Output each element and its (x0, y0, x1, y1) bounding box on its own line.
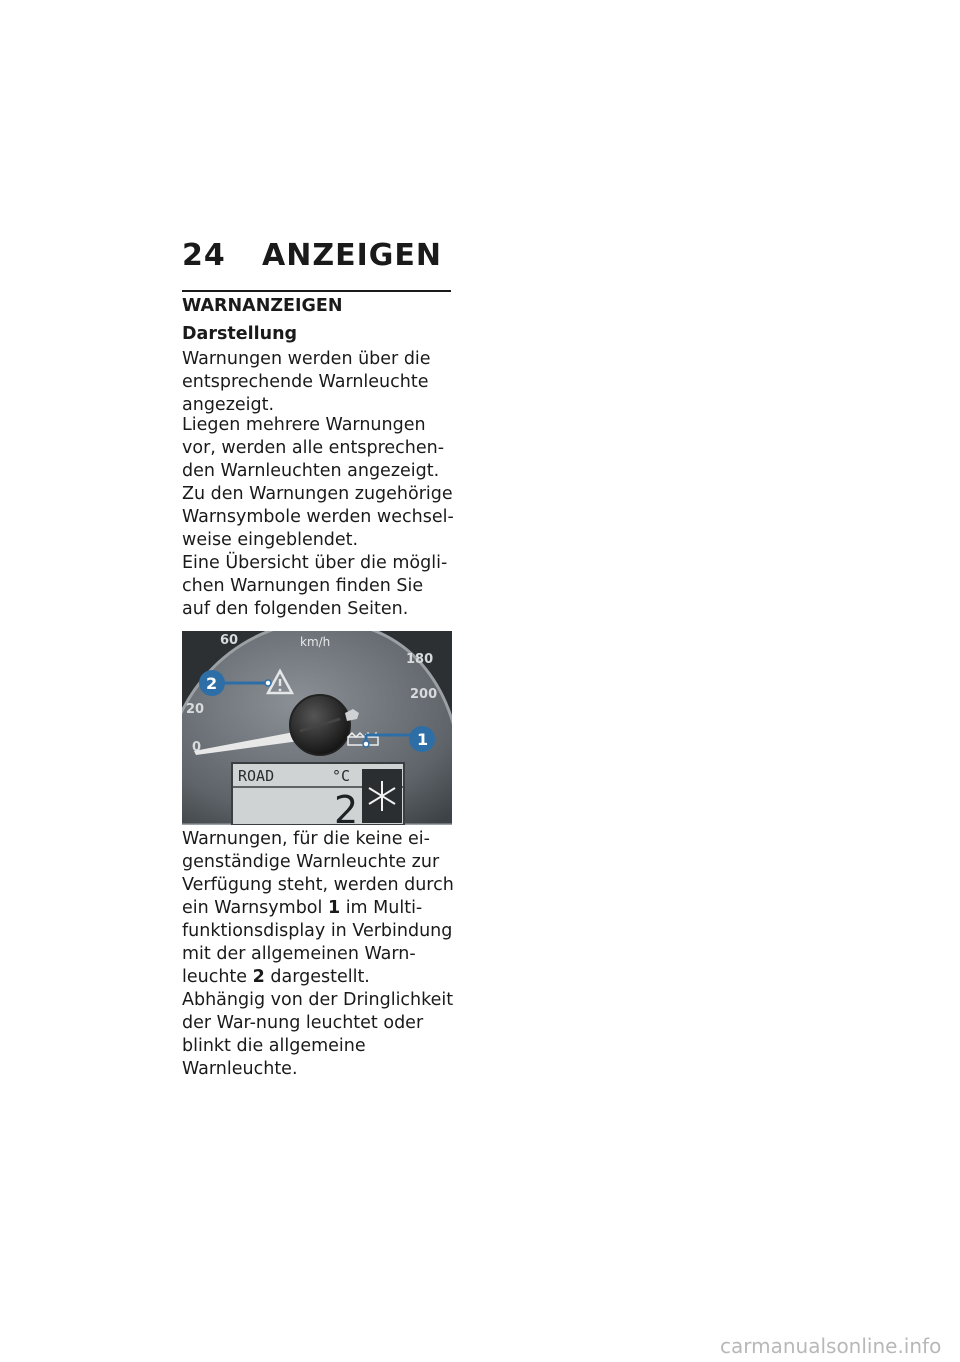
section-title: WARNANZEIGEN (182, 296, 343, 316)
watermark-text: carmanualsonline.info (720, 1334, 942, 1358)
scale-label: 180 (406, 652, 434, 667)
reference-2: 2 (252, 967, 265, 987)
subheading: Darstellung (182, 324, 298, 344)
reference-1: 1 (327, 898, 341, 918)
display-mode: ROAD (238, 767, 275, 785)
speed-unit: km/h (300, 635, 331, 649)
paragraph-warning-symbols (182, 828, 454, 1081)
scale-label: 60 (220, 633, 239, 648)
text-run: Warnungen, für die keine ei-genständige Warnleuchte zur Verfügung steht, werden durch ein Warnsymbol (182, 829, 454, 918)
scale-label: 0 (192, 740, 202, 755)
chapter-heading (182, 238, 442, 273)
callout-2-label: 2 (206, 674, 218, 693)
text-run: dargestellt. Abhängig von der Dringlichkeit der War-nung leuchtet oder blinkt die allgemeine Warnleuchte. (182, 967, 454, 1079)
paragraph: Zu den Warnungen zugehörige Warnsymbole werden wechsel-weise eingeblendet. (182, 484, 454, 550)
text-run: im Multi-funktionsdisplay in Verbindung mit der allgemeinen Warn-leuchte (182, 898, 453, 987)
temperature-unit: °C (332, 767, 351, 785)
paragraph: Warnungen werden über die entsprechende Warnleuchte angezeigt. (182, 349, 431, 415)
chapter-title: ANZEIGEN (262, 238, 442, 273)
paragraph: Liegen mehrere Warnungen vor, werden alle entsprechen-den Warnleuchten angezeigt. (182, 415, 445, 481)
display-value: 2 (334, 788, 359, 825)
paragraph: Eine Übersicht über die mögli-chen Warnungen finden Sie auf den folgenden Seiten. (182, 553, 448, 619)
callout-1-label: 1 (417, 730, 429, 749)
page-number: 24 (182, 238, 226, 273)
section-rule (182, 290, 451, 292)
instrument-cluster-figure (182, 631, 452, 825)
scale-label: 20 (186, 702, 205, 717)
scale-label: 200 (410, 687, 438, 702)
